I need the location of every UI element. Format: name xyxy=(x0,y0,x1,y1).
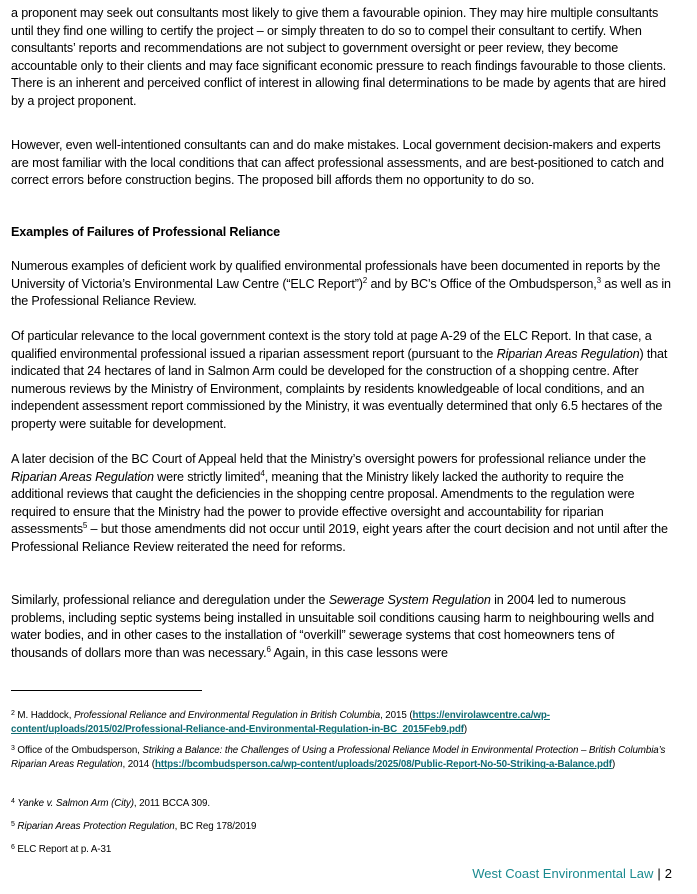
page-number: 2 xyxy=(664,866,672,881)
page-footer xyxy=(472,866,672,882)
footnote-ref-2[interactable]: 2 xyxy=(362,275,368,285)
footnote-ref-6[interactable]: 6 xyxy=(266,644,271,654)
footnote-6: $^6$ ELC Report at p. A-31 xyxy=(11,844,112,855)
footnote-ref-5[interactable]: 5 xyxy=(82,521,88,531)
footer-organization: West Coast Environmental Law xyxy=(472,866,654,881)
footnote-4: $^4$ Yanke v. Salmon Arm (City), 2011 BCCA 309. xyxy=(11,798,210,809)
paragraph-consultant-mistakes: However, even well-intentioned consultants can and do make mistakes. Local government decision-makers and experts are most familiar with the local conditions that can affect professional assessments, and are best-positioned to catch and correct errors before construction begins. The proposed bill affords them no opportunity to do so. xyxy=(11,138,664,188)
footnote-separator xyxy=(11,690,202,691)
footer-separator: | xyxy=(657,866,661,881)
footnote-ref-4[interactable]: 4 xyxy=(260,468,265,478)
paragraph-examples: Numerous examples of deficient work by qualified environmental professionals have been documented in reports by the University of Victoria’s Environmental Law Centre (“ELC Report”)$^2$ and by BC’s Office of the Ombudsperson,$^3$ as well as in the Professional Reliance Review. xyxy=(11,259,671,309)
footnote-2-link[interactable]: https://envirolawcentre.ca/wp-content/uploads/2015/02/Professional-Reliance-and-Environmental-Regulation-in-BC_2015Feb9.pdf xyxy=(11,710,550,736)
footnote-5: $^5$ Riparian Areas Protection Regulation, BC Reg 178/2019 xyxy=(11,821,257,832)
paragraph-court-of-appeal: A later decision of the BC Court of Appeal held that the Ministry’s oversight powers for professional reliance under the Riparian Areas Regulation were strictly limited$^4$, meaning that the Ministry likely lacked the authority to require the additional reviews that caught the deficiencies in the shopping centre proposal. Amendments to the regulation were required to ensure that the Ministry had the power to provide effective oversight and accountability for riparian assessments$^5$ – but those amendments did not occur until 2019, eight years after the court decision and not until after the Professional Reliance Review reiterated the need for reforms. xyxy=(11,452,668,554)
paragraph-salmon-arm: Of particular relevance to the local government context is the story told at page A-29 of the ELC Report. In that case, a qualified environmental professional issued a riparian assessment report (pursuant to the Riparian Areas Regulation) that indicated that 24 hectares of land in Salmon Arm could be developed for the construction of a shopping centre. After numerous reviews by the Ministry of Environment, complaints by residents knowledgeable of local conditions, and an independent assessment report commissioned by the Ministry, it was eventually determined that only 6.5 hectares of the property were suitable for development. xyxy=(11,329,668,431)
paragraph-sewerage: Similarly, professional reliance and deregulation under the Sewerage System Regulation in 2004 led to numerous problems, including septic systems being installed in unsuitable soil conditions causing harm to neighbouring wells and water bodies, and in other cases to the installation of “overkill” sewerage systems that cost homeowners tens of thousands of dollars more than was necessary.$^6$ Again, in this case lessons were xyxy=(11,593,654,660)
footnote-3-link[interactable]: https://bcombudsperson.ca/wp-content/uploads/2025/08/Public-Report-No-50-Striking-a-Balance.pdf xyxy=(154,759,612,771)
footnote-3: $^3$ Office of the Ombudsperson, Striking a Balance: the Challenges of Using a Professional Reliance Model in Environmental Protection – British Columbia’s Riparian Areas Regulation, 2014 (https://bcombudsperson.ca/wp-content/uploads/2025/08/Public-Report-No-50-Striking-a-Balance.pdf) xyxy=(11,745,666,771)
footnote-ref-3[interactable]: 3 xyxy=(596,275,601,285)
section-heading: Examples of Failures of Professional Reliance xyxy=(11,225,281,239)
paragraph-consultant-bias: a proponent may seek out consultants most likely to give them a favourable opinion. They may hire multiple consultants until they find one willing to certify the project – or simply threaten to do so to compel their consultant to certify. When consultants’ reports and recommendations are not subject to government oversight or peer review, they become accountable only to their clients and may face significant economic pressure to reach findings favourable to those clients. There is an inherent and perceived conflict of interest in allowing final determinations to be made by agents that are hired by a project proponent. xyxy=(11,6,666,108)
footnote-2: $^2$ M. Haddock, Professional Reliance and Environmental Regulation in British Columbia, 2015 (https://envirolawcentre.ca/wp-content/uploads/2015/02/Professional-Reliance-and-Environmental-Regulation-in-BC_2015Feb9.pdf) xyxy=(11,710,550,736)
